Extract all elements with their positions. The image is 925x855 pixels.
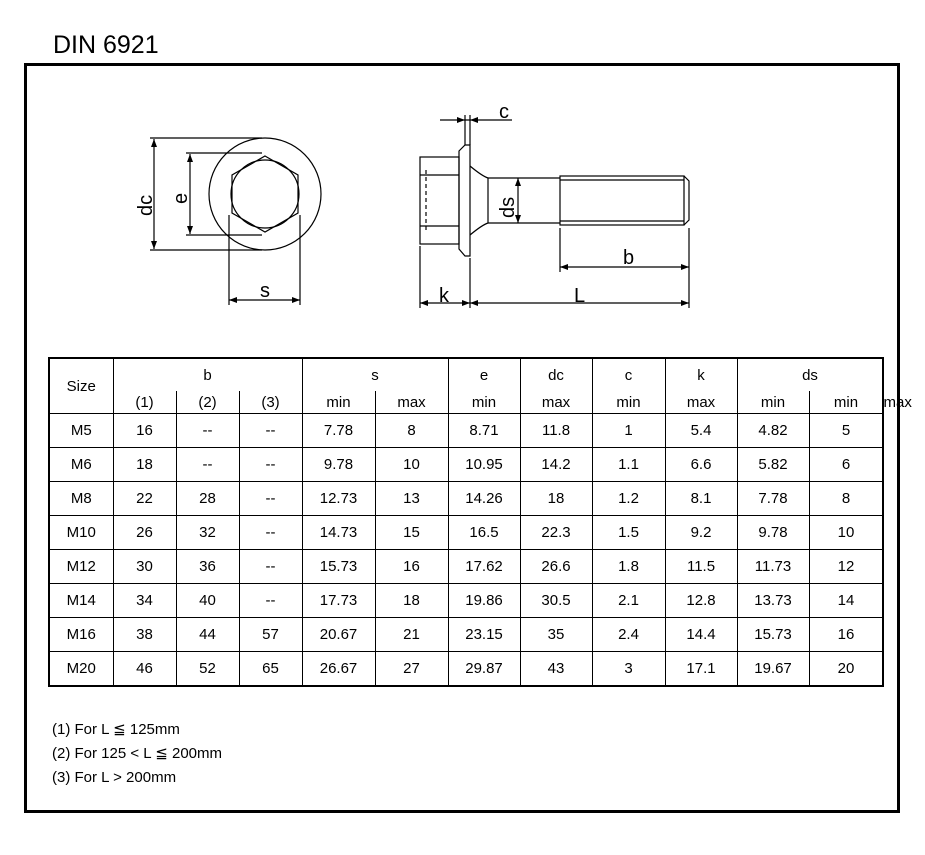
value-cell: 8: [809, 482, 883, 516]
value-cell: 14: [809, 584, 883, 618]
value-cell: 12: [809, 550, 883, 584]
label-c: c: [499, 101, 509, 123]
size-cell: M14: [49, 584, 113, 618]
footnote-3: (3) For L > 200mm: [52, 769, 177, 786]
size-cell: M12: [49, 550, 113, 584]
label-e: e: [170, 192, 192, 204]
value-cell: 26: [113, 516, 176, 550]
label-ds: ds: [497, 196, 519, 218]
value-cell: 1.5: [592, 516, 665, 550]
value-cell: 13: [375, 482, 448, 516]
value-cell: 65: [239, 652, 302, 687]
value-cell: 6: [809, 448, 883, 482]
value-cell: 1.8: [592, 550, 665, 584]
value-cell: 16.5: [448, 516, 520, 550]
value-cell: 10: [375, 448, 448, 482]
table-row: [49, 618, 883, 652]
value-cell: 18: [113, 448, 176, 482]
size-cell: M20: [49, 652, 113, 687]
footnote-2: (2) For 125 < L ≦ 200mm: [52, 745, 222, 762]
value-cell: --: [239, 482, 302, 516]
subheader-cell: max: [520, 391, 592, 414]
value-cell: 28: [176, 482, 239, 516]
size-cell: M8: [49, 482, 113, 516]
value-cell: 11.8: [520, 414, 592, 448]
value-cell: 20.67: [302, 618, 375, 652]
table-row: [49, 516, 883, 550]
value-cell: 10: [809, 516, 883, 550]
subheader-cell: min: [592, 391, 665, 414]
subheader-cell: min: [737, 391, 809, 414]
value-cell: 9.78: [737, 516, 809, 550]
value-cell: 26.6: [520, 550, 592, 584]
table-body: [49, 414, 883, 687]
value-cell: 12.8: [665, 584, 737, 618]
group-header-ds: ds: [737, 358, 883, 391]
value-cell: 21: [375, 618, 448, 652]
value-cell: 5.4: [665, 414, 737, 448]
flange: [459, 145, 470, 256]
value-cell: --: [239, 448, 302, 482]
value-cell: 20: [809, 652, 883, 687]
subheader-cell: max: [375, 391, 448, 414]
table-row: [49, 482, 883, 516]
value-cell: 40: [176, 584, 239, 618]
footnotes: [52, 718, 222, 790]
value-cell: 46: [113, 652, 176, 687]
value-cell: 9.78: [302, 448, 375, 482]
value-cell: 5: [809, 414, 883, 448]
hex-outline: [232, 156, 298, 232]
value-cell: 17.62: [448, 550, 520, 584]
value-cell: 16: [375, 550, 448, 584]
table-row: [49, 652, 883, 687]
value-cell: 8: [375, 414, 448, 448]
value-cell: 43: [520, 652, 592, 687]
size-cell: M16: [49, 618, 113, 652]
value-cell: 35: [520, 618, 592, 652]
value-cell: 22.3: [520, 516, 592, 550]
size-cell: M10: [49, 516, 113, 550]
value-cell: 15: [375, 516, 448, 550]
subheader-cell: (1): [113, 391, 176, 414]
value-cell: 22: [113, 482, 176, 516]
value-cell: 19.86: [448, 584, 520, 618]
value-cell: 1.1: [592, 448, 665, 482]
table-row: [49, 584, 883, 618]
value-cell: 5.82: [737, 448, 809, 482]
subheader-cell: min: [809, 391, 883, 414]
value-cell: --: [239, 516, 302, 550]
value-cell: 52: [176, 652, 239, 687]
value-cell: 30: [113, 550, 176, 584]
value-cell: 18: [520, 482, 592, 516]
value-cell: 15.73: [302, 550, 375, 584]
size-header: Size: [49, 358, 113, 414]
value-cell: 32: [176, 516, 239, 550]
value-cell: 36: [176, 550, 239, 584]
value-cell: 17.1: [665, 652, 737, 687]
value-cell: 7.78: [737, 482, 809, 516]
value-cell: 17.73: [302, 584, 375, 618]
label-dc: dc: [135, 194, 157, 216]
value-cell: 26.67: [302, 652, 375, 687]
value-cell: 10.95: [448, 448, 520, 482]
footnote-1: (1) For L ≦ 125mm: [52, 721, 180, 738]
value-cell: --: [239, 584, 302, 618]
value-cell: 19.67: [737, 652, 809, 687]
subheader-row: (1) (2) (3) min max min max min max min min max: [49, 391, 883, 414]
value-cell: 1: [592, 414, 665, 448]
group-header-e: e: [448, 358, 520, 391]
subheader-cell: min: [448, 391, 520, 414]
value-cell: 14.26: [448, 482, 520, 516]
bolt-drawing: [0, 0, 925, 355]
value-cell: 8.71: [448, 414, 520, 448]
value-cell: 18: [375, 584, 448, 618]
value-cell: 13.73: [737, 584, 809, 618]
subheader-cell: max: [665, 391, 737, 414]
bore-circle: [231, 160, 299, 228]
flange-circle: [209, 138, 321, 250]
value-cell: 44: [176, 618, 239, 652]
label-s: s: [260, 280, 270, 302]
value-cell: --: [239, 414, 302, 448]
value-cell: 14.73: [302, 516, 375, 550]
label-l: L: [574, 285, 586, 307]
value-cell: 12.73: [302, 482, 375, 516]
size-cell: M6: [49, 448, 113, 482]
value-cell: --: [176, 448, 239, 482]
value-cell: 7.78: [302, 414, 375, 448]
table-row: [49, 550, 883, 584]
value-cell: 1.2: [592, 482, 665, 516]
value-cell: 4.82: [737, 414, 809, 448]
group-header-b: b: [113, 358, 302, 391]
value-cell: --: [239, 550, 302, 584]
group-header-s: s: [302, 358, 448, 391]
value-cell: 16: [113, 414, 176, 448]
value-cell: 2.1: [592, 584, 665, 618]
subheader-cell: (2): [176, 391, 239, 414]
table-row: [49, 448, 883, 482]
value-cell: 27: [375, 652, 448, 687]
page-title: DIN 6921: [53, 31, 159, 59]
value-cell: 11.73: [737, 550, 809, 584]
value-cell: 57: [239, 618, 302, 652]
value-cell: 2.4: [592, 618, 665, 652]
value-cell: 9.2: [665, 516, 737, 550]
thread: [560, 176, 684, 225]
value-cell: 15.73: [737, 618, 809, 652]
label-b: b: [623, 247, 635, 269]
value-cell: 30.5: [520, 584, 592, 618]
size-cell: M5: [49, 414, 113, 448]
value-cell: 3: [592, 652, 665, 687]
group-header-dc: dc: [520, 358, 592, 391]
value-cell: 11.5: [665, 550, 737, 584]
group-header-c: c: [592, 358, 665, 391]
value-cell: 29.87: [448, 652, 520, 687]
table-row: [49, 414, 883, 448]
value-cell: 8.1: [665, 482, 737, 516]
value-cell: 16: [809, 618, 883, 652]
value-cell: 34: [113, 584, 176, 618]
value-cell: 14.4: [665, 618, 737, 652]
value-cell: 6.6: [665, 448, 737, 482]
subheader-cell: (3): [239, 391, 302, 414]
label-k: k: [439, 285, 449, 307]
group-header-k: k: [665, 358, 737, 391]
subheader-cell: min: [302, 391, 375, 414]
value-cell: --: [176, 414, 239, 448]
dimension-table: [48, 357, 912, 687]
value-cell: 23.15: [448, 618, 520, 652]
value-cell: 14.2: [520, 448, 592, 482]
value-cell: 38: [113, 618, 176, 652]
